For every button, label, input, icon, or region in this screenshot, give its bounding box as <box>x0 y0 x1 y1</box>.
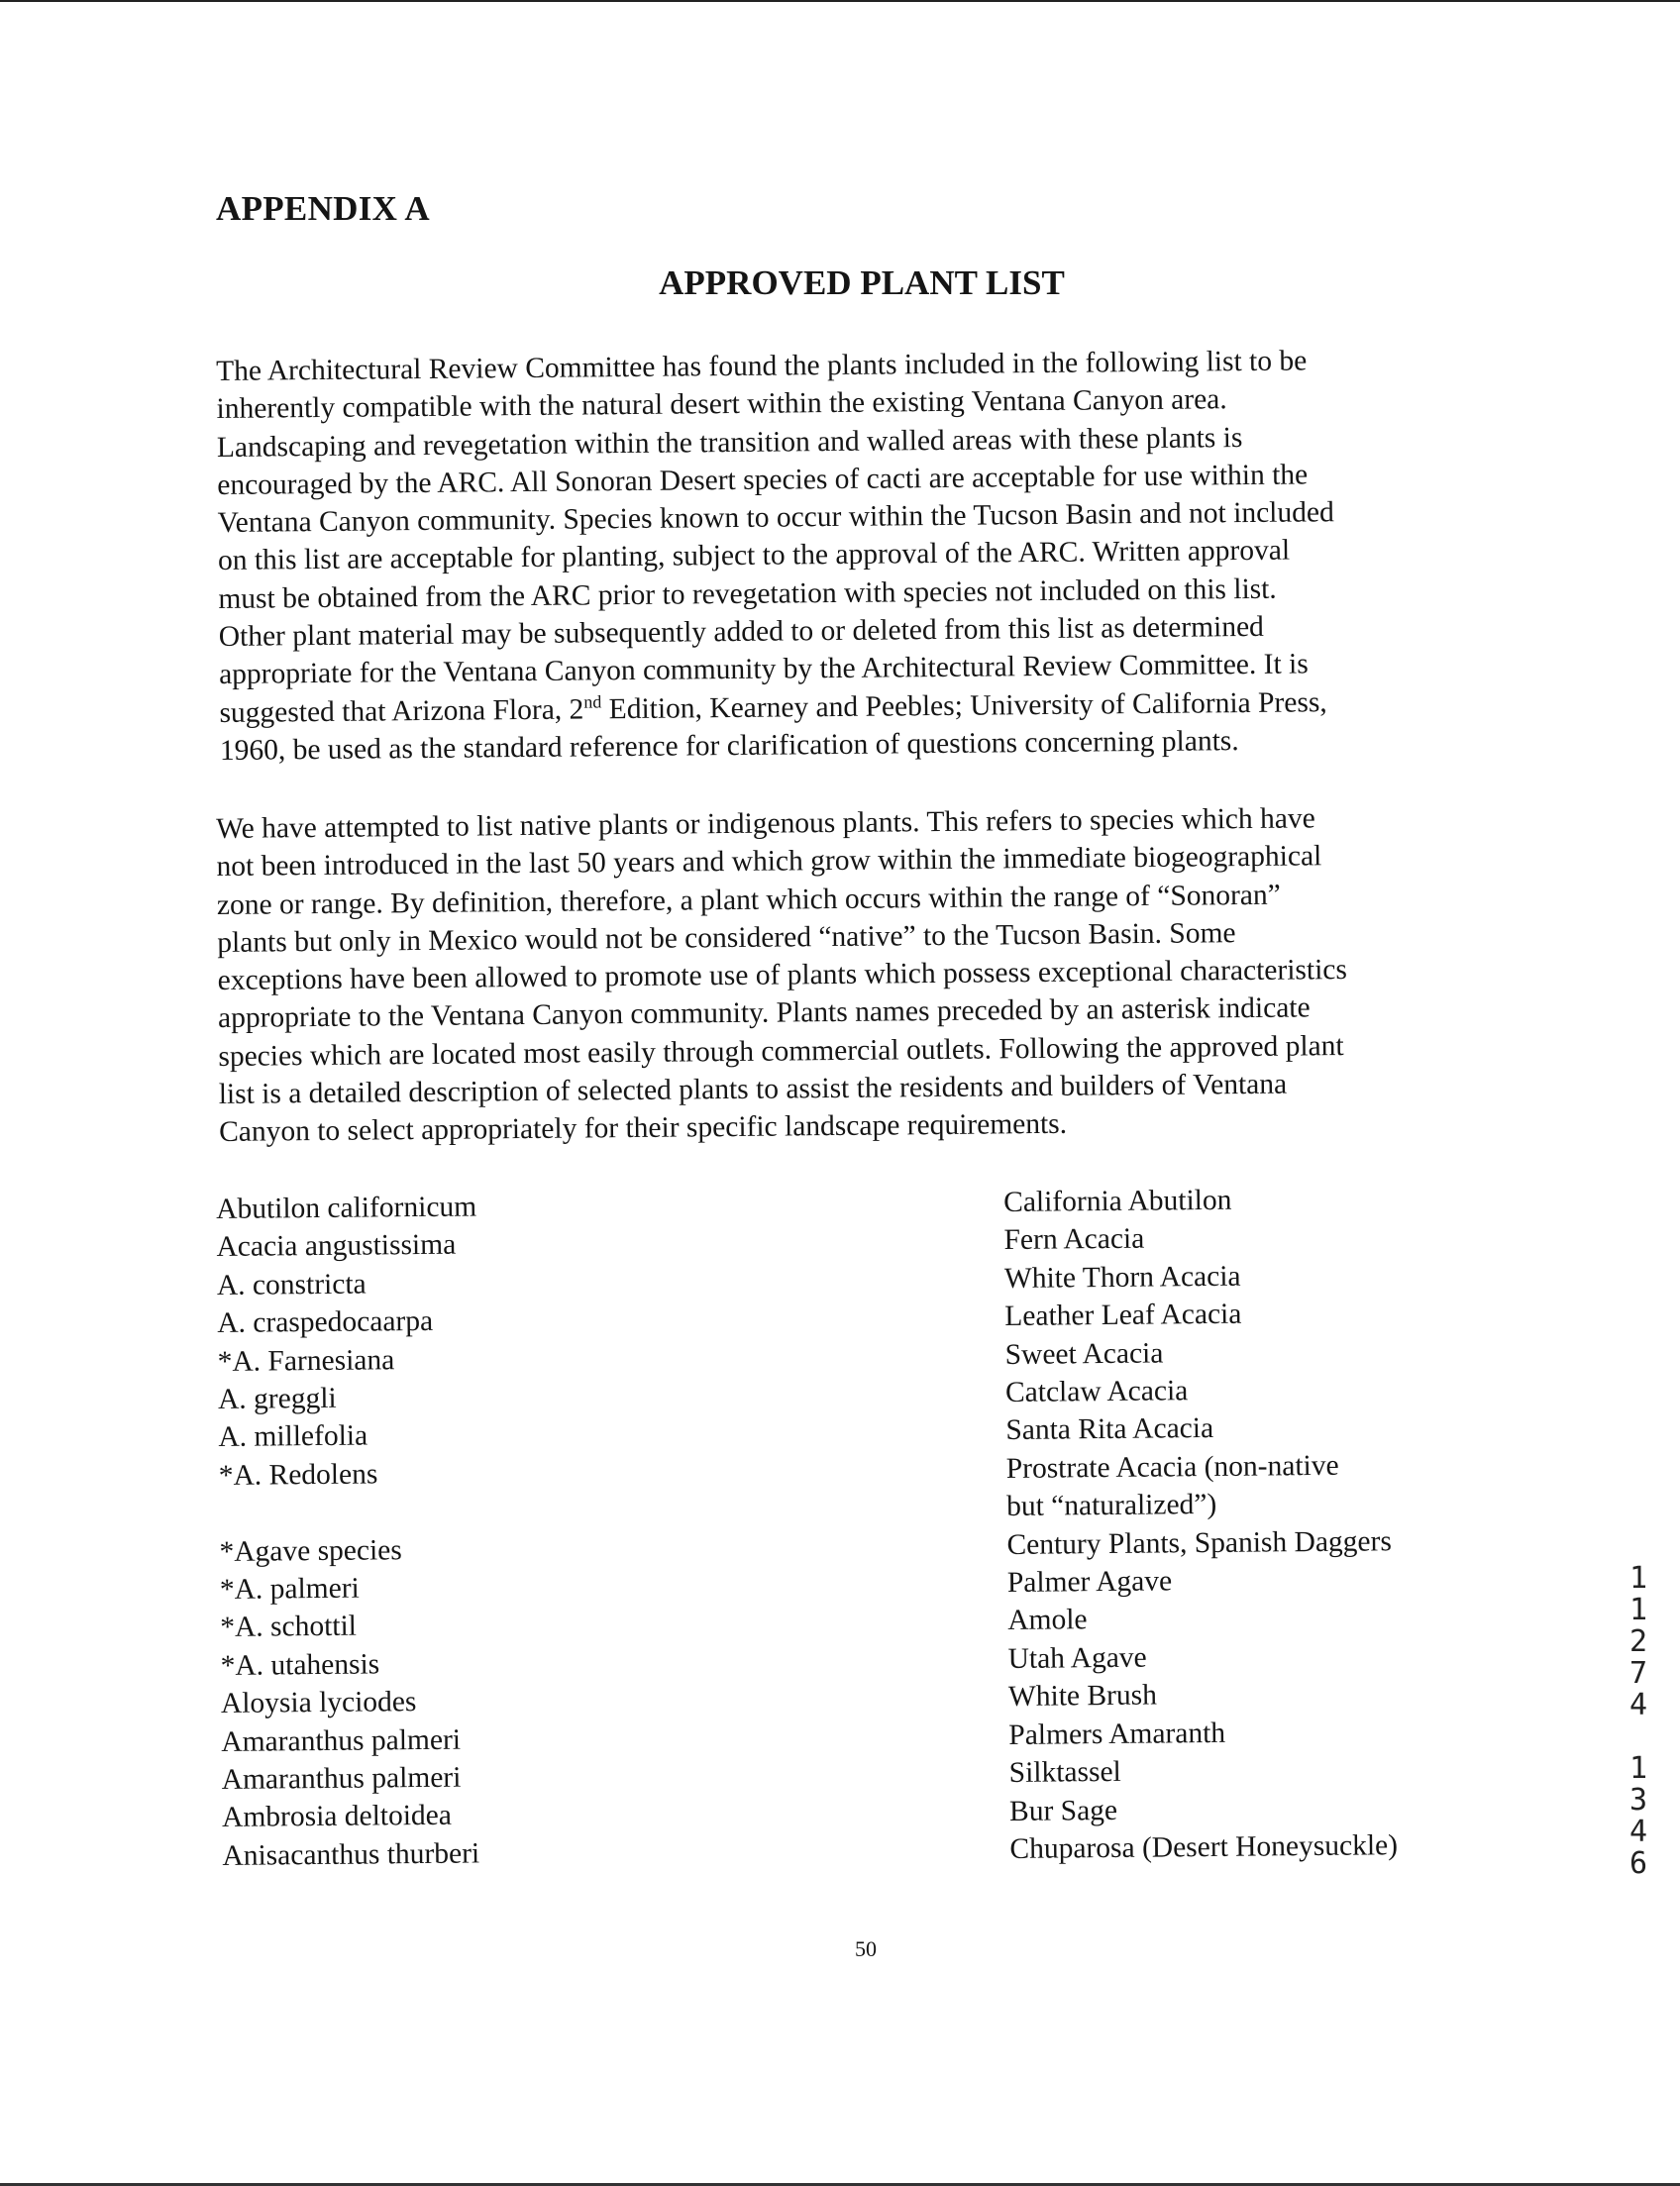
paragraph-line: encouraged by the ARC. All Sonoran Desert species of cacti are acceptable for use within the <box>217 459 1309 501</box>
scientific-name: *A. Farnesiana <box>217 1343 395 1378</box>
margin-bates-stamp <box>1626 1563 1651 1880</box>
common-name: Bur Sage <box>1008 1794 1118 1827</box>
scientific-name: Amaranthus palmeri <box>221 1723 462 1758</box>
common-name: Fern Acacia <box>1003 1223 1145 1257</box>
common-name: White Thorn Acacia <box>1003 1260 1241 1295</box>
paragraph-line: appropriate to the Ventana Canyon community. Plants names preceded by an asterisk indicate <box>217 991 1311 1035</box>
scientific-name: A. craspedocaarpa <box>217 1305 434 1340</box>
common-name: Catclaw Acacia <box>1004 1375 1189 1409</box>
common-name: Chuparosa (Desert Honeysuckle) <box>1009 1829 1399 1865</box>
scientific-name: A. constricta <box>216 1268 367 1301</box>
stamp-gap <box>1626 1721 1651 1753</box>
scientific-name: Anisacanthus thurberi <box>222 1837 480 1872</box>
common-name: Palmer Agave <box>1006 1565 1173 1600</box>
common-name: California Abutilon <box>1003 1184 1232 1218</box>
line-text: suggested that Arizona Flora, 2 <box>219 693 584 729</box>
page-number: 50 <box>855 1936 877 1961</box>
scientific-name: *Agave species <box>219 1533 402 1568</box>
paragraph-line: The Architectural Review Committee has found the plants included in the following list to be <box>216 345 1308 387</box>
top-edge-rule <box>0 0 1680 2</box>
paragraph-line: Canyon to select appropriately for their specific landscape requirements. <box>218 1108 1068 1149</box>
paragraph-line: on this list are acceptable for planting, subject to the approval of the ARC. Written approval <box>217 535 1291 577</box>
stamp-digit: 7 <box>1628 1656 1648 1691</box>
stamp-digit: 4 <box>1628 1688 1648 1722</box>
paragraph-line: Ventana Canyon community. Species known to occur within the Tucson Basin and not included <box>217 496 1334 540</box>
scientific-names-list <box>216 1188 483 1875</box>
common-name: Amole <box>1007 1604 1088 1637</box>
list-spacer <box>219 1493 479 1533</box>
stamp-digit: 1 <box>1628 1751 1648 1786</box>
scientific-name: Abutilon californicum <box>216 1191 477 1225</box>
native-plants-paragraph <box>216 798 1507 1152</box>
paragraph-line: appropriate for the Ventana Canyon community by the Architectural Review Committee. It is <box>218 648 1309 691</box>
scientific-name: *A. schottil <box>220 1611 358 1644</box>
paragraph-line: Landscaping and revegetation within the transition and walled areas with these plants is <box>216 421 1243 464</box>
paragraph-line: 1960, be used as the standard reference for clarification of questions concerning plants. <box>219 725 1239 767</box>
line-text: Edition, Kearney and Peebles; University of California Press, <box>601 685 1327 725</box>
common-name: but “naturalized”) <box>1005 1489 1217 1523</box>
common-name: Prostrate Acacia (non-native <box>1005 1449 1339 1485</box>
paragraph-line: plants but only in Mexico would not be considered “native” to the Tucson Basin. Some <box>217 917 1236 959</box>
paragraph-line: list is a detailed description of selected plants to assist the residents and builders of Ventana <box>218 1068 1288 1111</box>
scientific-name: Aloysia lyciodes <box>220 1686 417 1720</box>
scientific-name: Ambrosia deltoidea <box>221 1800 453 1834</box>
scientific-name: A. millefolia <box>218 1419 368 1454</box>
paragraph-line: We have attempted to list native plants or indigenous plants. This refers to species which have <box>216 802 1315 845</box>
stamp-digit: 3 <box>1628 1783 1648 1818</box>
paragraph-line: inherently compatible with the natural desert within the existing Ventana Canyon area. <box>216 383 1227 426</box>
intro-paragraph <box>216 341 1508 771</box>
common-name: Leather Leaf Acacia <box>1004 1298 1242 1333</box>
scientific-name: Amaranthus palmeri <box>221 1761 462 1797</box>
common-name: White Brush <box>1007 1679 1158 1714</box>
stamp-digit: 6 <box>1628 1846 1648 1881</box>
scientific-name: A. greggli <box>217 1382 337 1416</box>
scientific-name: *A. Redolens <box>218 1458 378 1492</box>
common-name: Century Plants, Spanish Daggers <box>1006 1524 1393 1561</box>
stamp-digit: 1 <box>1628 1561 1648 1596</box>
scientific-name: Acacia angustissima <box>216 1229 457 1264</box>
common-name: Palmers Amaranth <box>1008 1717 1226 1751</box>
paragraph-line: species which are located most easily through commercial outlets. Following the approved plant <box>218 1029 1344 1073</box>
paragraph-line: exceptions have been allowed to promote use of plants which possess exceptional characteristics <box>217 954 1348 997</box>
paragraph-line: not been introduced in the last 50 years and which grow within the immediate biogeographical <box>216 840 1322 884</box>
superscript-ordinal: nd <box>583 691 602 712</box>
common-name: Santa Rita Acacia <box>1005 1412 1214 1447</box>
common-name: Utah Agave <box>1007 1641 1147 1675</box>
common-name: Sweet Acacia <box>1004 1337 1164 1371</box>
paragraph-line: zone or range. By definition, therefore, a plant which occurs within the range of “Sonoran” <box>216 879 1281 921</box>
stamp-digit: 1 <box>1628 1593 1648 1627</box>
paragraph-line: Other plant material may be subsequently added to or deleted from this list as determined <box>218 610 1265 654</box>
common-names-list <box>1003 1180 1398 1868</box>
scientific-name: *A. utahensis <box>220 1648 380 1682</box>
common-name: Silktassel <box>1008 1755 1121 1790</box>
paragraph-line: must be obtained from the ARC prior to revegetation with species not included on this list. <box>218 573 1277 615</box>
scientific-name: *A. palmeri <box>219 1572 360 1607</box>
stamp-digit: 2 <box>1628 1624 1648 1659</box>
appendix-label: APPENDIX A <box>216 189 430 228</box>
stamp-digit: 4 <box>1628 1815 1648 1849</box>
page-title: APPROVED PLANT LIST <box>659 263 1065 302</box>
